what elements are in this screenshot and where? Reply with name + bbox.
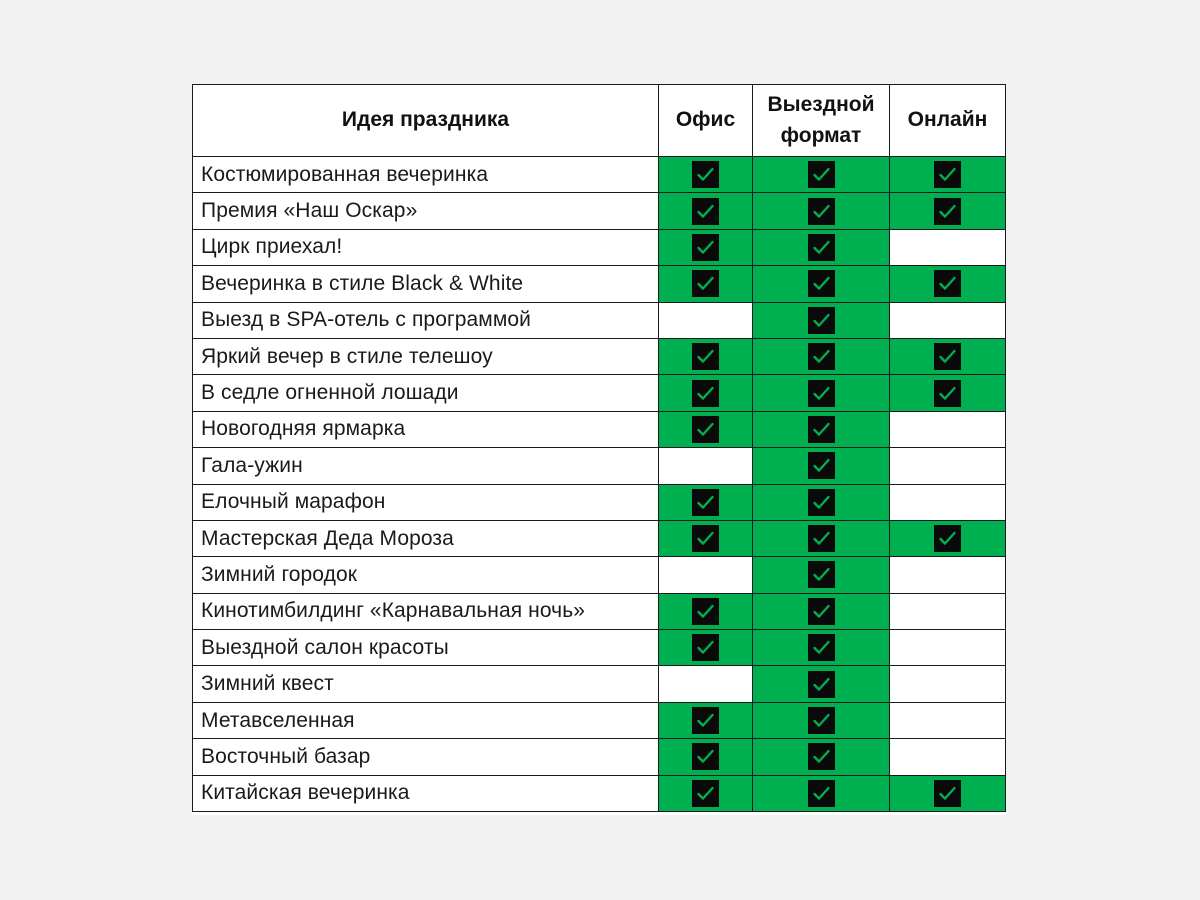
office-cell xyxy=(659,157,753,193)
idea-cell: Новогодняя ярмарка xyxy=(193,411,659,447)
checked-box-icon xyxy=(934,270,961,297)
idea-cell: В седле огненной лошади xyxy=(193,375,659,411)
header-office: Офис xyxy=(659,85,753,157)
office-cell xyxy=(659,630,753,666)
checked-box-icon xyxy=(808,780,835,807)
table-row xyxy=(193,593,1006,629)
checked-box-icon xyxy=(808,489,835,516)
checked-box-icon xyxy=(692,198,719,225)
checked-box-icon xyxy=(808,307,835,334)
office-cell xyxy=(659,448,753,484)
office-cell xyxy=(659,666,753,702)
away-format-cell xyxy=(753,739,890,775)
away-format-cell xyxy=(753,375,890,411)
away-format-cell xyxy=(753,411,890,447)
checked-box-icon xyxy=(808,671,835,698)
holiday-ideas-table xyxy=(192,84,1006,812)
idea-cell: Вечеринка в стиле Black & White xyxy=(193,266,659,302)
online-cell xyxy=(890,702,1006,738)
checked-box-icon xyxy=(692,161,719,188)
idea-cell: Метавселенная xyxy=(193,702,659,738)
away-format-cell xyxy=(753,193,890,229)
away-format-cell xyxy=(753,448,890,484)
table-row xyxy=(193,448,1006,484)
table-row xyxy=(193,739,1006,775)
online-cell xyxy=(890,193,1006,229)
table-row xyxy=(193,775,1006,811)
online-cell xyxy=(890,520,1006,556)
checked-box-icon xyxy=(692,489,719,516)
idea-cell: Премия «Наш Оскар» xyxy=(193,193,659,229)
checked-box-icon xyxy=(934,525,961,552)
idea-cell: Выездной салон красоты xyxy=(193,630,659,666)
table-row xyxy=(193,229,1006,265)
checked-box-icon xyxy=(808,598,835,625)
table-row xyxy=(193,484,1006,520)
away-format-cell xyxy=(753,702,890,738)
table-row xyxy=(193,338,1006,374)
checked-box-icon xyxy=(692,743,719,770)
office-cell xyxy=(659,266,753,302)
idea-cell: Костюмированная вечеринка xyxy=(193,157,659,193)
table-row xyxy=(193,375,1006,411)
header-away-line2: формат xyxy=(780,123,862,147)
checked-box-icon xyxy=(692,598,719,625)
away-format-cell xyxy=(753,630,890,666)
checked-box-icon xyxy=(808,743,835,770)
away-format-cell xyxy=(753,229,890,265)
table-row xyxy=(193,557,1006,593)
checked-box-icon xyxy=(808,380,835,407)
checked-box-icon xyxy=(692,707,719,734)
online-cell xyxy=(890,557,1006,593)
checked-box-icon xyxy=(934,780,961,807)
checked-box-icon xyxy=(808,561,835,588)
office-cell xyxy=(659,593,753,629)
checked-box-icon xyxy=(692,380,719,407)
away-format-cell xyxy=(753,557,890,593)
away-format-cell xyxy=(753,593,890,629)
office-cell xyxy=(659,193,753,229)
checked-box-icon xyxy=(692,234,719,261)
away-format-cell xyxy=(753,338,890,374)
idea-cell: Восточный базар xyxy=(193,739,659,775)
table-row xyxy=(193,666,1006,702)
checked-box-icon xyxy=(808,452,835,479)
idea-cell: Зимний квест xyxy=(193,666,659,702)
checked-box-icon xyxy=(808,270,835,297)
checked-box-icon xyxy=(692,634,719,661)
checked-box-icon xyxy=(808,416,835,443)
header-online: Онлайн xyxy=(890,85,1006,157)
checked-box-icon xyxy=(808,525,835,552)
checked-box-icon xyxy=(934,343,961,370)
online-cell xyxy=(890,593,1006,629)
table-row xyxy=(193,266,1006,302)
table-body xyxy=(193,157,1006,812)
online-cell xyxy=(890,775,1006,811)
table-row xyxy=(193,630,1006,666)
office-cell xyxy=(659,338,753,374)
online-cell xyxy=(890,411,1006,447)
away-format-cell xyxy=(753,302,890,338)
online-cell xyxy=(890,302,1006,338)
checked-box-icon xyxy=(808,234,835,261)
online-cell xyxy=(890,338,1006,374)
idea-cell: Яркий вечер в стиле телешоу xyxy=(193,338,659,374)
checked-box-icon xyxy=(934,198,961,225)
table-row xyxy=(193,411,1006,447)
office-cell xyxy=(659,557,753,593)
header-away-format xyxy=(753,85,890,157)
ideas-table-sheet xyxy=(192,84,1006,815)
online-cell xyxy=(890,666,1006,702)
away-format-cell xyxy=(753,484,890,520)
online-cell xyxy=(890,266,1006,302)
idea-cell: Гала-ужин xyxy=(193,448,659,484)
office-cell xyxy=(659,484,753,520)
checked-box-icon xyxy=(808,161,835,188)
idea-cell: Кинотимбилдинг «Карнавальная ночь» xyxy=(193,593,659,629)
checked-box-icon xyxy=(934,380,961,407)
away-format-cell xyxy=(753,266,890,302)
table-row xyxy=(193,302,1006,338)
online-cell xyxy=(890,157,1006,193)
idea-cell: Выезд в SPA-отель с программой xyxy=(193,302,659,338)
office-cell xyxy=(659,739,753,775)
checked-box-icon xyxy=(808,707,835,734)
online-cell xyxy=(890,448,1006,484)
checked-box-icon xyxy=(692,270,719,297)
office-cell xyxy=(659,302,753,338)
idea-cell: Китайская вечеринка xyxy=(193,775,659,811)
office-cell xyxy=(659,411,753,447)
checked-box-icon xyxy=(692,525,719,552)
checked-box-icon xyxy=(692,343,719,370)
checked-box-icon xyxy=(808,198,835,225)
header-idea: Идея праздника xyxy=(193,85,659,157)
table-row xyxy=(193,520,1006,556)
online-cell xyxy=(890,739,1006,775)
idea-cell: Зимний городок xyxy=(193,557,659,593)
online-cell xyxy=(890,484,1006,520)
header-away-line1: Выездной xyxy=(767,93,875,117)
office-cell xyxy=(659,375,753,411)
header-row xyxy=(193,85,1006,157)
checked-box-icon xyxy=(934,161,961,188)
away-format-cell xyxy=(753,157,890,193)
office-cell xyxy=(659,702,753,738)
away-format-cell xyxy=(753,775,890,811)
office-cell xyxy=(659,520,753,556)
checked-box-icon xyxy=(808,634,835,661)
office-cell xyxy=(659,775,753,811)
away-format-cell xyxy=(753,520,890,556)
away-format-cell xyxy=(753,666,890,702)
online-cell xyxy=(890,375,1006,411)
checked-box-icon xyxy=(808,343,835,370)
idea-cell: Елочный марафон xyxy=(193,484,659,520)
idea-cell: Мастерская Деда Мороза xyxy=(193,520,659,556)
online-cell xyxy=(890,229,1006,265)
office-cell xyxy=(659,229,753,265)
table-row xyxy=(193,193,1006,229)
table-row xyxy=(193,702,1006,738)
idea-cell: Цирк приехал! xyxy=(193,229,659,265)
online-cell xyxy=(890,630,1006,666)
table-row xyxy=(193,157,1006,193)
checked-box-icon xyxy=(692,780,719,807)
checked-box-icon xyxy=(692,416,719,443)
